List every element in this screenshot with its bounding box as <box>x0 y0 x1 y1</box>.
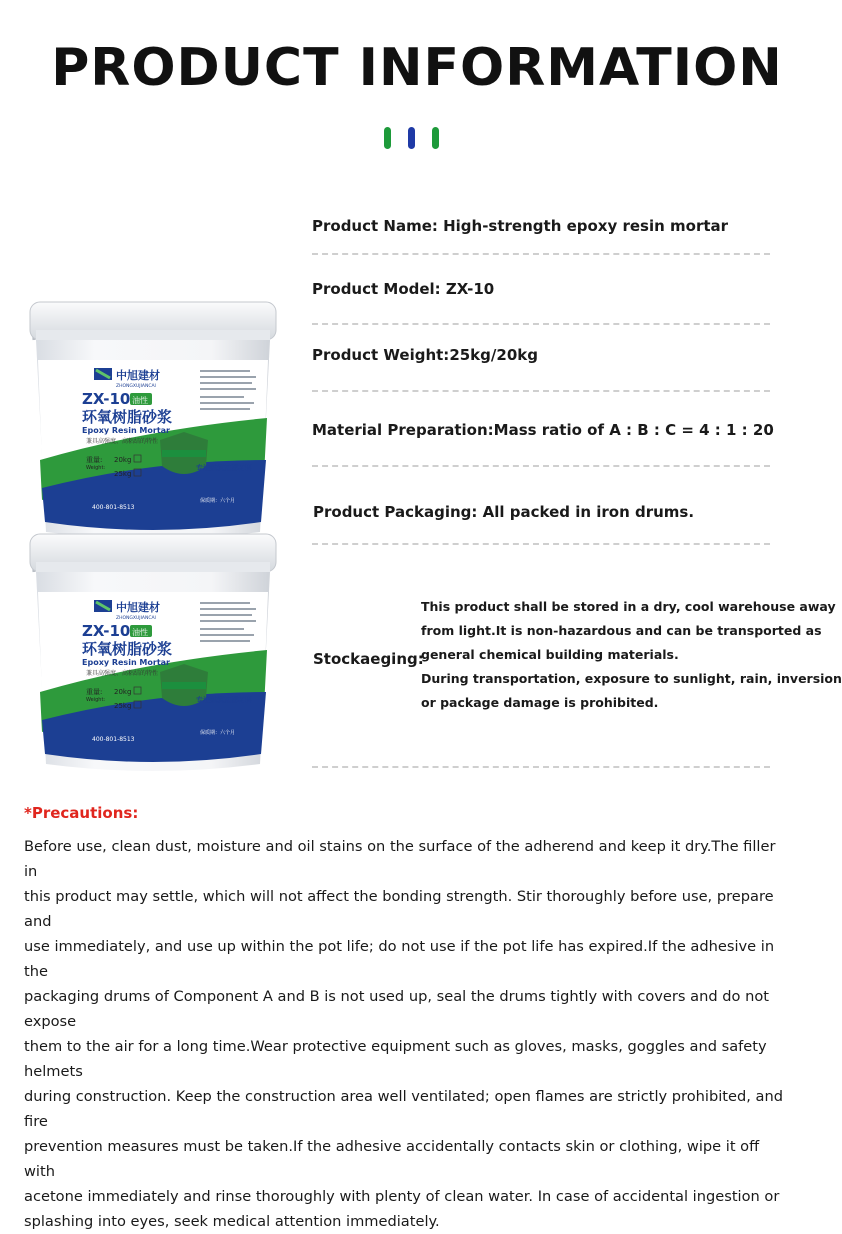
packaging-label: Product Packaging: <box>313 503 478 521</box>
bucket-weight-label-en: Weight: <box>86 697 106 703</box>
precautions-line: during construction. Keep the construction area well ventilated; open flames are strictly prohibited, and fire <box>24 1088 783 1130</box>
bucket-model: ZX-10 <box>82 622 131 640</box>
bucket-storage: 保质期：六个月 <box>200 730 236 736</box>
accent-bar-green-2 <box>432 127 439 149</box>
precautions-body <box>24 834 784 1234</box>
divider <box>312 323 770 325</box>
product-weight-value: 25kg/20kg <box>449 346 538 364</box>
bucket-slogan: 专注建筑加固材料 <box>196 696 252 704</box>
product-model-value: ZX-10 <box>440 280 495 298</box>
bucket-brand-latin: ZHONGXUJIANCAI <box>116 616 156 621</box>
bucket-slogan: 专注建筑加固材料 <box>196 464 252 472</box>
material-prep-value: Mass ratio of A : B : C = 4 : 1 : 20 <box>493 421 774 439</box>
divider <box>312 543 770 545</box>
precautions-line: Before use, clean dust, moisture and oil stains on the surface of the adherend and keep it dry.The filler in <box>24 838 776 880</box>
page-title: PRODUCT INFORMATION <box>51 38 783 98</box>
precautions-line: splashing into eyes, seek medical attention immediately. <box>24 1213 440 1230</box>
product-weight-label: Product Weight: <box>312 346 450 364</box>
accent-bar-blue <box>408 127 415 149</box>
product-model-row <box>312 280 494 298</box>
bucket-tag: 油性 <box>132 628 148 637</box>
precautions-line: acetone immediately and rinse thoroughly with plenty of clean water. In case of accidental ingestion or <box>24 1188 780 1205</box>
divider <box>312 465 770 467</box>
bucket-tagline: 兼具高强度、高粘结的特性 <box>86 438 159 445</box>
stockaeging-line: from light.It is non-hazardous and can be transported as <box>421 623 822 638</box>
bucket-phone: 400-801-8513 <box>92 504 135 511</box>
bucket-weight-label-en: Weight: <box>86 465 106 471</box>
material-prep-label: Material Preparation: <box>312 421 494 439</box>
precautions-line: them to the air for a long time.Wear protective equipment such as gloves, masks, goggles and safety helmets <box>24 1038 767 1080</box>
product-image <box>22 300 292 780</box>
precautions-line: prevention measures must be taken.If the adhesive accidentally contacts skin or clothing, wipe it off with <box>24 1138 760 1180</box>
precautions-line: packaging drums of Component A and B is not used up, seal the drums tightly with covers and do not expose <box>24 988 769 1030</box>
divider <box>312 253 770 255</box>
precautions-line: this product may settle, which will not affect the bonding strength. Stir thoroughly before use, prepare and <box>24 888 774 930</box>
bucket-cn-name: 环氧树脂砂浆 <box>82 408 173 426</box>
packaging-row <box>313 503 694 521</box>
precautions-title: *Precautions: <box>24 804 139 822</box>
bucket-brand-latin: ZHONGXUJIANCAI <box>116 384 156 389</box>
bucket-bottom <box>30 534 276 771</box>
bucket-phone: 400-801-8513 <box>92 736 135 743</box>
stockaeging-line: general chemical building materials. <box>421 647 679 662</box>
bucket-weight-25: 25kg <box>114 702 132 710</box>
material-prep-row <box>312 421 774 439</box>
bucket-model: ZX-10 <box>82 390 131 408</box>
packaging-value: All packed in iron drums. <box>477 503 695 521</box>
stockaeging-label: Stockaeging: <box>313 650 424 668</box>
bucket-en-name: Epoxy Resin Mortar <box>82 426 170 435</box>
stockaeging-text <box>421 595 842 715</box>
bucket-weight-label: 重量: <box>86 688 103 696</box>
bucket-weight-label: 重量: <box>86 456 103 464</box>
bucket-weight-25: 25kg <box>114 470 132 478</box>
product-name-value: High-strength epoxy resin mortar <box>437 217 729 235</box>
product-name-label: Product Name: <box>312 217 438 235</box>
bucket-tag: 油性 <box>132 396 148 405</box>
stockaeging-line: or package damage is prohibited. <box>421 695 659 710</box>
divider <box>312 766 770 768</box>
bucket-en-name: Epoxy Resin Mortar <box>82 658 170 667</box>
bucket-tagline: 兼具高强度、高粘结的特性 <box>86 670 159 677</box>
bucket-weight-20: 20kg <box>114 456 132 464</box>
divider <box>312 390 770 392</box>
stockaeging-line: This product shall be stored in a dry, cool warehouse away <box>421 599 836 614</box>
bucket-brand: 中旭建材 <box>116 369 160 382</box>
stockaeging-line: During transportation, exposure to sunlight, rain, inversion <box>421 671 842 686</box>
bucket-brand: 中旭建材 <box>116 601 160 614</box>
bucket-top <box>30 302 276 539</box>
product-weight-row <box>312 346 538 364</box>
bucket-weight-20: 20kg <box>114 688 132 696</box>
product-model-label: Product Model: <box>312 280 441 298</box>
accent-bar-green-1 <box>384 127 391 149</box>
bucket-cn-name: 环氧树脂砂浆 <box>82 640 173 658</box>
precautions-line: use immediately, and use up within the pot life; do not use if the pot life has expired.If the adhesive in the <box>24 938 775 980</box>
bucket-illustration <box>22 300 292 780</box>
bucket-storage: 保质期：六个月 <box>200 498 236 504</box>
product-name-row <box>312 217 728 235</box>
